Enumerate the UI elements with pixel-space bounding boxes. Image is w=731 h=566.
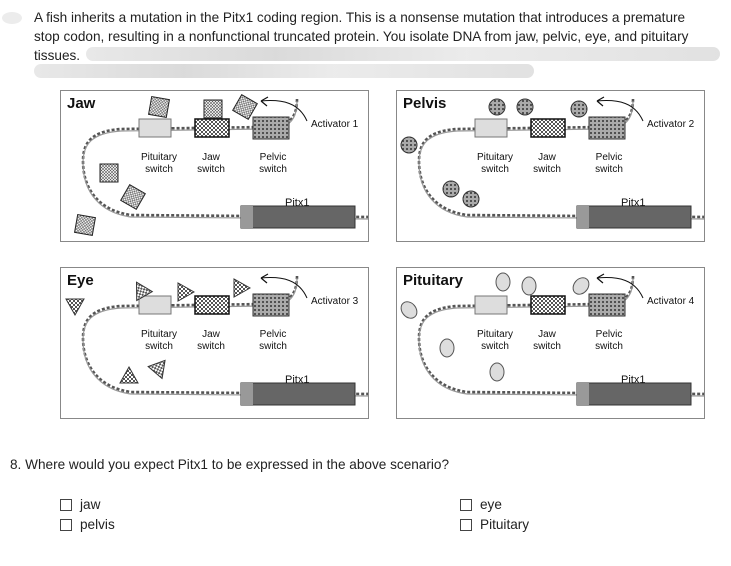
activator-square-icon — [121, 185, 146, 210]
activator-triangle-icon — [120, 367, 138, 383]
option-label: Pituitary — [480, 517, 530, 532]
arrow-head-icon — [597, 97, 604, 106]
activator-oval-icon — [496, 273, 510, 291]
question-8-text: 8. Where would you expect Pitx1 to be expressed in the above scenario? — [10, 457, 450, 472]
pituitary-switch-box — [475, 296, 507, 314]
activator-circle-icon — [401, 137, 417, 153]
pitx1-gene-label: Pitx1 — [621, 197, 646, 209]
option-pelvis[interactable] — [60, 517, 115, 532]
option-pituitary[interactable] — [460, 517, 529, 532]
pelvic-switch-box — [253, 117, 289, 139]
panel-pituitary — [396, 267, 705, 419]
activator-square-icon — [149, 97, 170, 118]
panel-title: Pituitary — [403, 272, 464, 289]
panel-eye — [60, 267, 369, 419]
pituitary-switch-label: Pituitary switch — [140, 152, 178, 175]
jaw-switch-label: Jaw switch — [197, 152, 225, 175]
activator-label: Activator 2 — [647, 119, 695, 130]
pitx1-gene-label: Pitx1 — [285, 374, 310, 386]
pitx1-figure — [60, 90, 710, 510]
pelvic-switch-box — [589, 117, 625, 139]
pelvic-switch-box — [253, 294, 289, 316]
panel-jaw — [60, 90, 369, 242]
arrow-head-icon — [261, 274, 268, 283]
activator-circle-icon — [571, 101, 587, 117]
smudge-mark — [2, 12, 22, 24]
pelvic-switch-label: Pelvic switch — [259, 329, 287, 352]
pitx1-gene-block — [577, 206, 691, 228]
jaw-switch-box — [195, 296, 229, 314]
option-label: eye — [480, 497, 502, 512]
activator-circle-icon — [463, 191, 479, 207]
pelvic-switch-label: Pelvic switch — [259, 152, 287, 175]
checkbox[interactable] — [460, 499, 472, 511]
activator-oval-icon — [398, 299, 420, 322]
pituitary-switch-box — [139, 119, 171, 137]
activator-triangle-icon — [234, 279, 250, 297]
intro-line-1: A fish inherits a mutation in the Pitx1 coding region. This is a nonsense mutation that introduces a premature — [34, 10, 686, 25]
pelvic-switch-label: Pelvic switch — [595, 329, 623, 352]
panel-title: Eye — [67, 272, 94, 289]
blurred-text-line — [34, 64, 534, 78]
activator-square-icon — [204, 100, 222, 118]
activator-circle-icon — [517, 99, 533, 115]
activator-square-icon — [233, 95, 258, 120]
jaw-switch-label: Jaw switch — [197, 329, 225, 352]
pituitary-switch-label: Pituitary switch — [476, 152, 514, 175]
activator-oval-icon — [522, 277, 536, 295]
activator-oval-icon — [490, 363, 504, 381]
checkbox[interactable] — [460, 519, 472, 531]
pitx1-gene-start — [241, 383, 253, 405]
jaw-switch-box — [531, 296, 565, 314]
pitx1-gene-label: Pitx1 — [285, 197, 310, 209]
pitx1-gene-start — [577, 383, 589, 405]
activator-circle-icon — [489, 99, 505, 115]
pituitary-switch-label: Pituitary switch — [476, 329, 514, 352]
jaw-switch-label: Jaw switch — [533, 152, 561, 175]
jaw-switch-box — [195, 119, 229, 137]
pituitary-switch-label: Pituitary switch — [140, 329, 178, 352]
pitx1-gene-block — [241, 383, 355, 405]
option-label: pelvis — [80, 517, 115, 532]
pitx1-gene-block — [241, 206, 355, 228]
panel-pelvis — [396, 90, 705, 242]
activator-circle-icon — [443, 181, 459, 197]
pitx1-gene-block — [577, 383, 691, 405]
activator-label: Activator 4 — [647, 296, 695, 307]
activator-triangle-icon — [178, 283, 194, 301]
jaw-switch-label: Jaw switch — [533, 329, 561, 352]
checkbox[interactable] — [60, 499, 72, 511]
pelvic-switch-label: Pelvic switch — [595, 152, 623, 175]
pitx1-gene-label: Pitx1 — [621, 374, 646, 386]
pitx1-gene-start — [241, 206, 253, 228]
checkbox[interactable] — [60, 519, 72, 531]
activator-triangle-icon — [66, 299, 84, 315]
pituitary-switch-box — [139, 296, 171, 314]
panel-title: Pelvis — [403, 95, 447, 112]
activator-square-icon — [100, 164, 118, 182]
blurred-text-line — [86, 47, 720, 61]
pitx1-gene-start — [577, 206, 589, 228]
option-jaw[interactable] — [60, 497, 100, 512]
pelvic-switch-box — [589, 294, 625, 316]
pituitary-switch-box — [475, 119, 507, 137]
activator-label: Activator 1 — [311, 119, 359, 130]
activator-oval-icon — [440, 339, 454, 357]
activator-triangle-icon — [148, 360, 170, 381]
activator-square-icon — [75, 215, 96, 236]
arrow-head-icon — [597, 274, 604, 283]
intro-line-2: stop codon, resulting in a nonfunctional truncated protein. You isolate DNA from jaw, pelvic, eye, and pituitary — [34, 29, 689, 44]
panel-title: Jaw — [67, 95, 96, 112]
arrow-head-icon — [261, 97, 268, 106]
jaw-switch-box — [531, 119, 565, 137]
option-label: jaw — [80, 497, 101, 512]
intro-line-3: tissues. — [34, 48, 81, 63]
option-eye[interactable] — [460, 497, 502, 512]
activator-label: Activator 3 — [311, 296, 359, 307]
